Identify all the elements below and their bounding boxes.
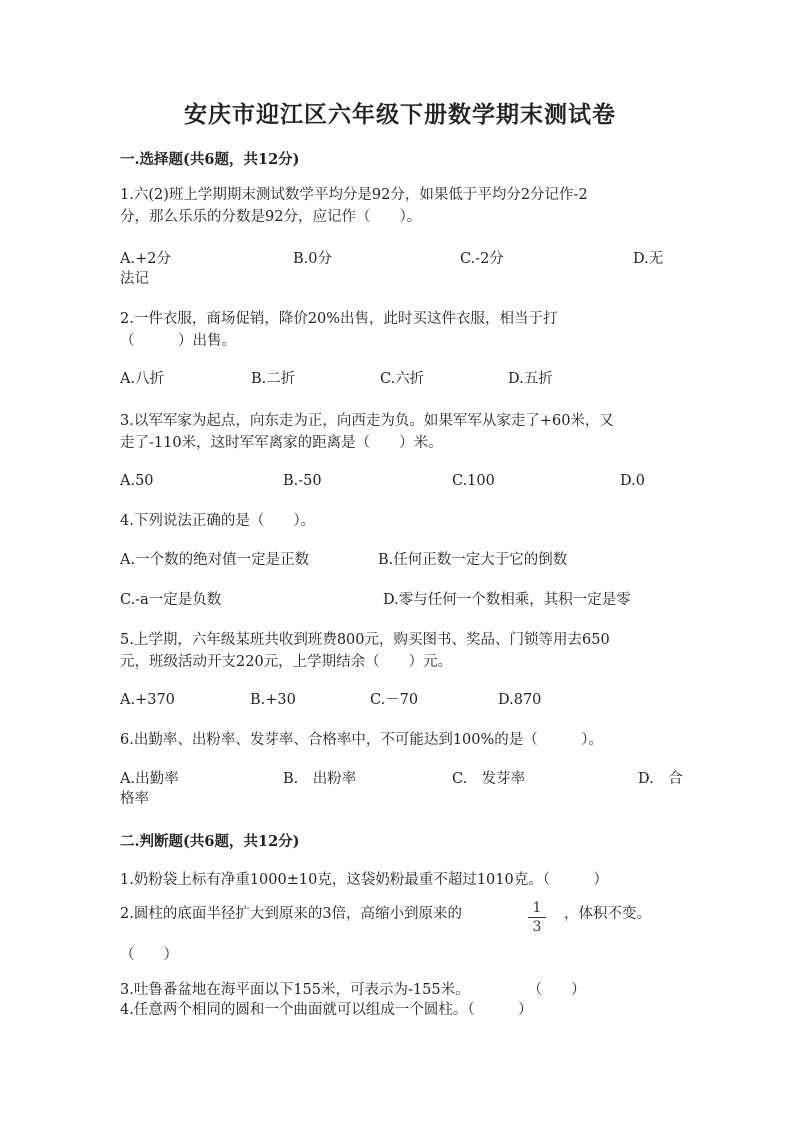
q4-option-b: B.任何正数一定大于它的倒数 (378, 552, 568, 568)
q3-option-c: C.100 (452, 473, 495, 489)
q6-option-d: D. 合 (638, 771, 683, 787)
q3-option-d: D.0 (620, 473, 645, 489)
q3-option-b: B.-50 (283, 473, 322, 489)
q6-option-a: A.出勤率 (120, 771, 179, 787)
fraction-one-third (528, 900, 546, 935)
fraction-denominator: 3 (532, 919, 542, 935)
q1-option-c: C.-2分 (460, 251, 504, 267)
q5-option-d: D.870 (498, 692, 542, 708)
question-2-line1: 2.一件衣服，商场促销，降价20%出售，此时买这件衣服，相当于打 (120, 311, 558, 327)
q1-option-d-wrap: 法记 (120, 271, 149, 287)
fraction-bar (528, 917, 546, 918)
q4-option-a: A.一个数的绝对值一定是正数 (120, 552, 310, 568)
question-3-line2: 走了-110米，这时军军离家的距离是（ ）米。 (120, 435, 443, 451)
judgement-2-paren: （ ） (120, 947, 178, 963)
q4-option-d: D.零与任何一个数相乘，其积一定是零 (383, 592, 631, 608)
q5-option-c: C.－70 (370, 692, 419, 708)
q6-option-b: B. 出粉率 (283, 771, 357, 787)
judgement-3: 3.吐鲁番盆地在海平面以下155米，可表示为-155米。 （ ） (120, 982, 586, 998)
question-5 (120, 629, 682, 673)
q3-option-a: A.50 (120, 473, 154, 489)
q1-option-d: D.无 (633, 251, 664, 267)
section-heading-choice: 一.选择题(共6题，共12分) (120, 151, 300, 168)
judgement-1: 1.奶粉袋上标有净重1000±10克，这袋奶粉最重不超过1010克。（ ） (120, 872, 608, 888)
fraction-numerator: 1 (532, 900, 542, 916)
question-2-line2: （ ）出售。 (120, 333, 236, 349)
q4-option-c: C.-a一定是负数 (120, 592, 222, 608)
q1-option-a: A.+2分 (120, 251, 171, 267)
question-5-line1: 5.上学期，六年级某班共收到班费800元，购买图书、奖品、门锁等用去650 (120, 632, 610, 648)
question-1-line1: 1.六(2)班上学期期末测试数学平均分是92分，如果低于平均分2分记作-2 (120, 187, 588, 203)
q5-option-a: A.+370 (120, 692, 175, 708)
q1-option-b: B.0分 (293, 251, 332, 267)
q6-option-d-wrap: 格率 (120, 791, 149, 807)
question-6 (120, 729, 682, 751)
q2-option-a: A.八折 (120, 371, 165, 387)
q2-option-c: C.六折 (380, 371, 425, 387)
q2-option-d: D.五折 (508, 371, 553, 387)
question-4 (120, 510, 682, 532)
section-heading-judgement: 二.判断题(共6题，共12分) (120, 833, 300, 850)
question-6-line1: 6.出勤率、出粉率、发芽率、合格率中，不可能达到100%的是（ ）。 (120, 732, 604, 748)
q6-option-c: C. 发芽率 (452, 771, 526, 787)
question-4-line1: 4.下列说法正确的是（ ）。 (120, 513, 316, 529)
question-1 (120, 184, 682, 228)
page-title: 安庆市迎江区六年级下册数学期末测试卷 (184, 101, 616, 128)
q2-option-b: B.二折 (251, 371, 296, 387)
judgement-2-text: 2.圆柱的底面半径扩大到原来的3倍，高缩小到原来的 (120, 906, 463, 922)
q5-option-b: B.+30 (250, 692, 296, 708)
question-2 (120, 308, 682, 352)
judgement-2-tail: ，体积不变。 (564, 906, 651, 922)
judgement-4: 4.任意两个相同的圆和一个曲面就可以组成一个圆柱。（ ） (120, 1002, 533, 1018)
question-3-line1: 3.以军军家为起点，向东走为正，向西走为负。如果军军从家走了+60米，又 (120, 413, 614, 429)
question-1-line2: 分，那么乐乐的分数是92分，应记作（ ）。 (120, 209, 422, 225)
question-5-line2: 元，班级活动开支220元，上学期结余（ ）元。 (120, 654, 453, 670)
question-3 (120, 410, 682, 454)
